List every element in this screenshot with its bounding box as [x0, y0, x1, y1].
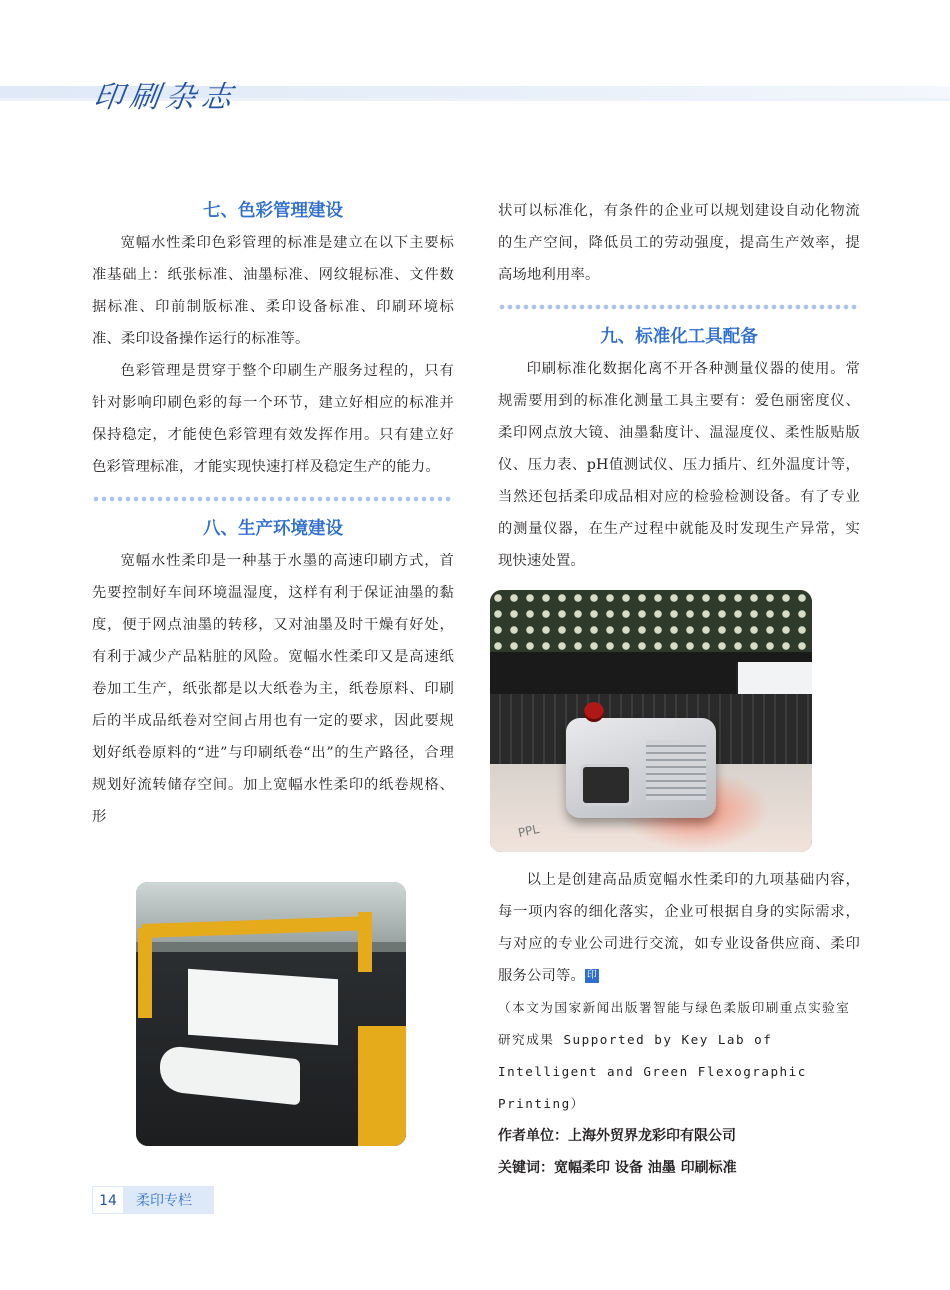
section-8-title: 八、生产环境建设 — [203, 519, 343, 539]
measuring-device-photo — [490, 590, 812, 852]
section-9-paragraph-1: 印刷标准化数据化离不开各种测量仪器的使用。常规需要用到的标准化测量工具主要有：爱色丽密度仪、柔印网点放大镜、油墨黏度计、温湿度仪、柔性版贴版仪、压力表、pH值测试仪、压力插片、红外温度计等，当然还包括柔印成品相对应的检验检测设备。有了专业的测量仪器，在生产过程中就能及时发现生产异常，实现快速处置。 — [498, 361, 860, 569]
footer-tab — [92, 1186, 214, 1214]
printing-machine-photo — [136, 882, 406, 1146]
section-divider — [498, 303, 860, 311]
research-note: （本文为国家新闻出版署智能与绿色柔版印刷重点实验室研究成果 Supported by Key Lab of Intelligent and Green Flexographic Printing） — [498, 1000, 851, 1111]
measuring-device — [566, 718, 716, 818]
right-column — [498, 195, 860, 577]
section-7-paragraph-2: 色彩管理是贯穿于整个印刷生产服务过程的，只有针对影响印刷色彩的每一个环节，建立好相应的标准并保持稳定，才能使色彩管理有效发挥作用。只有建立好色彩管理标准，才能实现快速打样及稳定生产的能力。 — [92, 363, 454, 475]
conclusion-paragraph: 以上是创建高品质宽幅水性柔印的九项基础内容，每一项内容的细化落实，企业可根据自身的实际需求，与对应的专业公司进行交流，如专业设备供应商、柔印服务公司等。 印 — [498, 872, 860, 984]
keywords: 关键词：宽幅柔印 设备 油墨 印刷标准 — [498, 1160, 737, 1176]
continued-paragraph: 状可以标准化，有条件的企业可以规划建设自动化物流的生产空间，降低员工的劳动强度，提高生产效率，提高场地利用率。 — [498, 203, 860, 283]
photo-label: PPL — [516, 821, 541, 841]
right-column-lower — [498, 864, 860, 1184]
end-mark-icon: 印 — [586, 970, 598, 981]
section-divider — [92, 495, 454, 503]
section-9-title: 九、标准化工具配备 — [600, 327, 758, 347]
section-7-title: 七、色彩管理建设 — [203, 201, 343, 221]
page-number: 14 — [92, 1186, 124, 1214]
author-unit: 作者单位：上海外贸界龙彩印有限公司 — [498, 1128, 736, 1144]
section-7-paragraph-1: 宽幅水性柔印色彩管理的标准是建立在以下主要标准基础上：纸张标准、油墨标准、网纹辊标准、文件数据标准、印前制版标准、柔印设备标准、印刷环境标准、柔印设备操作运行的标准等。 — [92, 235, 454, 347]
column-name: 柔印专栏 — [136, 1193, 192, 1209]
left-column — [92, 195, 454, 833]
magazine-logo: 印刷杂志 — [91, 80, 240, 115]
section-8-paragraph-1: 宽幅水性柔印是一种基于水墨的高速印刷方式，首先要控制好车间环境温湿度，这样有利于保证油墨的黏度，便于网点油墨的转移，又对油墨及时干燥有好处，有利于减少产品粘脏的风险。宽幅水性柔印又是高速纸卷加工生产，纸张都是以大纸卷为主，纸卷原料、印刷后的半成品纸卷对空间占用也有一定的要求，因此要规划好纸卷原料的“进”与印刷纸卷“出”的生产路径，合理规划好流转储存空间。加上宽幅水性柔印的纸卷规格、形 — [92, 553, 454, 825]
